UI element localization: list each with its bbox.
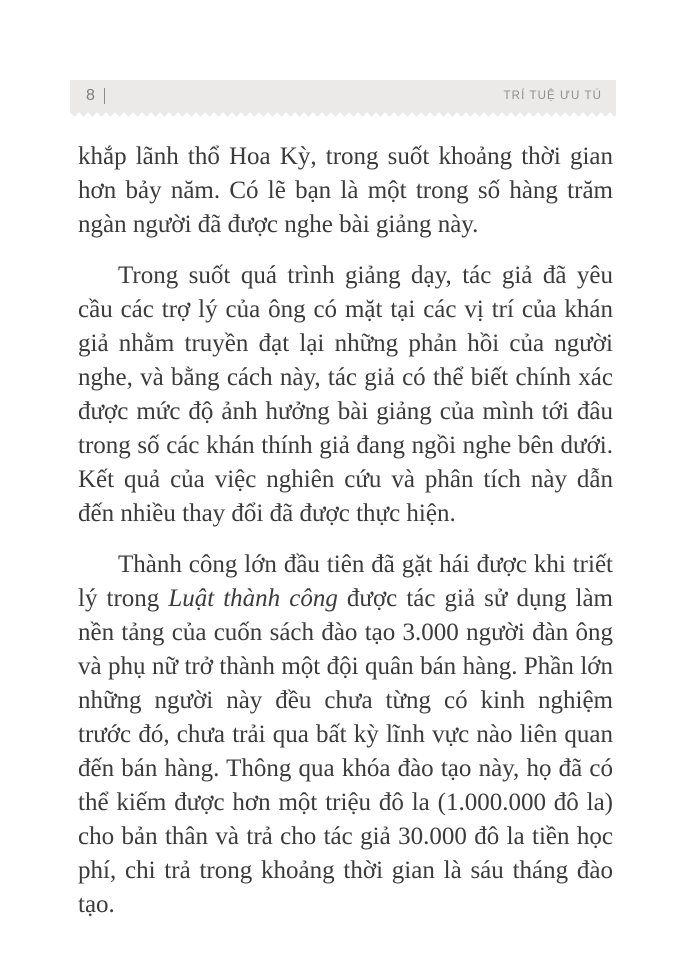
body-text <box>78 140 613 939</box>
paragraph <box>78 140 613 242</box>
paragraph-text: Thành công lớn đầu tiên đã gặt hái được khi triết lý trong <box>78 551 613 612</box>
paragraph-text: khắp lãnh thổ Hoa Kỳ, trong suốt khoảng thời gian hơn bảy năm. Có lẽ bạn là một trong số hàng trăm ngàn người đã được nghe bài giảng này. <box>78 143 613 238</box>
paragraph-text: được tác giả sử dụng làm nền tảng của cuốn sách đào tạo 3.000 người đàn ông và phụ nữ trở thành một đội quân bán hàng. Phần lớn những người này đều chưa từng có kinh nghiệm trước đó, chưa trải qua bất kỳ lĩnh vực nào liên quan đến bán hàng. Thông qua khóa đào tạo này, họ đã có thể kiếm được hơn một triệu đô la (1.000.000 đô la) cho bản thân và trả cho tác giả 30.000 đô la tiền học phí, chi trả trong khoảng thời gian là sáu tháng đào tạo. <box>78 585 613 918</box>
page-number: 8 <box>86 87 95 104</box>
paragraph-text: Trong suốt quá trình giảng dạy, tác giả đã yêu cầu các trợ lý của ông có mặt tại các vị trí của khán giả nhằm truyền đạt lại những phản hồi của người nghe, và bằng cách này, tác giả có thể biết chính xác được mức độ ảnh hưởng bài giảng của mình tới đâu trong số các khán thính giả đang ngồi nghe bên dưới. Kết quả của việc nghiên cứu và phân tích này dẫn đến nhiều thay đổi đã được thực hiện. <box>78 262 613 527</box>
running-title: TRÍ TUỆ ƯU TÚ <box>503 90 602 102</box>
header-perforated-edge <box>70 112 616 117</box>
book-title-italic: Luật thành công <box>168 585 338 612</box>
header-divider <box>104 88 105 104</box>
paragraph <box>78 548 613 922</box>
paragraph <box>78 259 613 531</box>
running-header <box>70 80 616 112</box>
header-left <box>86 88 105 104</box>
